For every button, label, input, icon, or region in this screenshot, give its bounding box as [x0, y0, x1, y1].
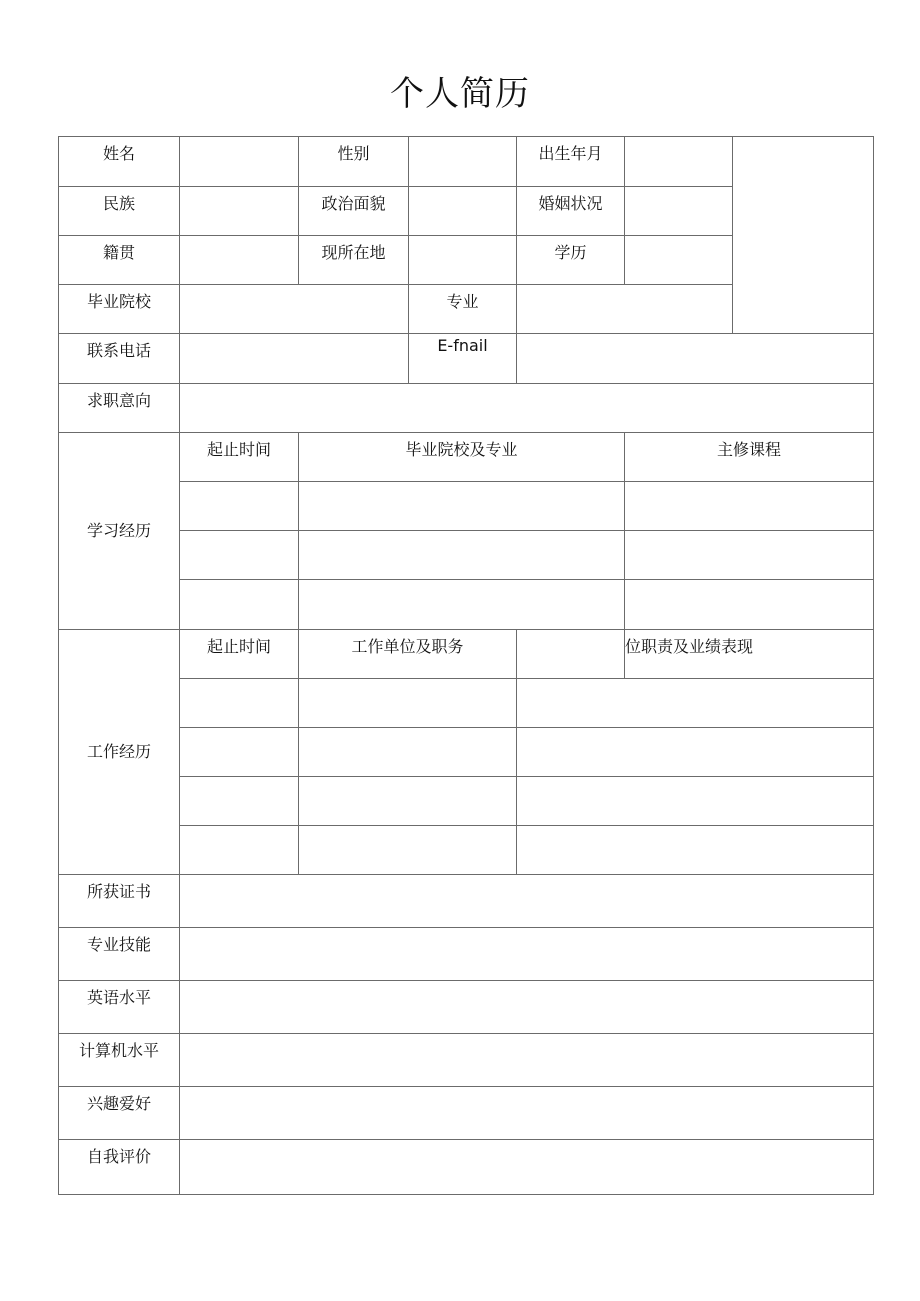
ethnicity-field[interactable] — [180, 187, 299, 236]
residence-field[interactable] — [409, 236, 517, 285]
study-school-cell[interactable] — [299, 531, 625, 580]
skills-label: 专业技能 — [59, 928, 180, 981]
birth-label: 出生年月 — [517, 137, 625, 187]
gender-label: 性别 — [299, 137, 409, 187]
table-row — [59, 826, 874, 875]
table-row — [59, 981, 874, 1034]
table-row — [59, 1087, 874, 1140]
table-row — [59, 679, 874, 728]
objective-label: 求职意向 — [59, 384, 180, 433]
study-courses-cell[interactable] — [625, 531, 874, 580]
education-label: 学历 — [517, 236, 625, 285]
certificates-label: 所获证书 — [59, 875, 180, 928]
table-row — [59, 137, 874, 187]
english-field[interactable] — [180, 981, 874, 1034]
work-col-period: 起止时间 — [180, 630, 299, 679]
table-row — [59, 482, 874, 531]
work-company-cell[interactable] — [299, 728, 517, 777]
table-row — [59, 630, 874, 679]
photo-area[interactable] — [733, 137, 874, 334]
study-courses-cell[interactable] — [625, 580, 874, 630]
self-eval-field[interactable] — [180, 1140, 874, 1195]
marital-label: 婚姻状况 — [517, 187, 625, 236]
work-duties-cell[interactable] — [517, 728, 874, 777]
skills-field[interactable] — [180, 928, 874, 981]
table-row — [59, 777, 874, 826]
school-label: 毕业院校 — [59, 285, 180, 334]
work-period-cell[interactable] — [180, 826, 299, 875]
computer-field[interactable] — [180, 1034, 874, 1087]
table-row — [59, 1140, 874, 1195]
work-duties-cell[interactable] — [517, 826, 874, 875]
study-courses-cell[interactable] — [625, 482, 874, 531]
study-school-cell[interactable] — [299, 580, 625, 630]
work-period-cell[interactable] — [180, 777, 299, 826]
certificates-field[interactable] — [180, 875, 874, 928]
ethnicity-label: 民族 — [59, 187, 180, 236]
work-col-blank — [517, 630, 625, 679]
native-field[interactable] — [180, 236, 299, 285]
school-field[interactable] — [180, 285, 409, 334]
work-period-cell[interactable] — [180, 679, 299, 728]
email-label: E-fnail — [409, 334, 517, 384]
political-label: 政治面貌 — [299, 187, 409, 236]
work-company-cell[interactable] — [299, 679, 517, 728]
native-label: 籍贯 — [59, 236, 180, 285]
political-field[interactable] — [409, 187, 517, 236]
table-row — [59, 433, 874, 482]
self-eval-label: 自我评价 — [59, 1140, 180, 1195]
english-label: 英语水平 — [59, 981, 180, 1034]
hobbies-label: 兴趣爱好 — [59, 1087, 180, 1140]
work-col-duties: 位职责及业绩表现 — [625, 630, 874, 679]
major-field[interactable] — [517, 285, 733, 334]
major-label: 专业 — [409, 285, 517, 334]
page-title: 个人简历 — [390, 74, 530, 114]
study-col-school: 毕业院校及专业 — [299, 433, 625, 482]
phone-field[interactable] — [180, 334, 409, 384]
table-row — [59, 1034, 874, 1087]
study-col-courses: 主修课程 — [625, 433, 874, 482]
study-section-label: 学习经历 — [59, 433, 180, 630]
table-row — [59, 580, 874, 630]
education-field[interactable] — [625, 236, 733, 285]
hobbies-field[interactable] — [180, 1087, 874, 1140]
table-row — [59, 384, 874, 433]
birth-field[interactable] — [625, 137, 733, 187]
study-period-cell[interactable] — [180, 482, 299, 531]
objective-field[interactable] — [180, 384, 874, 433]
study-period-cell[interactable] — [180, 580, 299, 630]
study-school-cell[interactable] — [299, 482, 625, 531]
name-label: 姓名 — [59, 137, 180, 187]
work-col-company: 工作单位及职务 — [299, 630, 517, 679]
table-row — [59, 875, 874, 928]
study-col-period: 起止时间 — [180, 433, 299, 482]
gender-field[interactable] — [409, 137, 517, 187]
table-row — [59, 531, 874, 580]
work-company-cell[interactable] — [299, 777, 517, 826]
work-duties-cell[interactable] — [517, 777, 874, 826]
phone-label: 联系电话 — [59, 334, 180, 384]
computer-label: 计算机水平 — [59, 1034, 180, 1087]
residence-label: 现所在地 — [299, 236, 409, 285]
name-field[interactable] — [180, 137, 299, 187]
email-field[interactable] — [517, 334, 874, 384]
work-section-label: 工作经历 — [59, 630, 180, 875]
table-row — [59, 928, 874, 981]
table-row — [59, 334, 874, 384]
table-row — [59, 728, 874, 777]
work-company-cell[interactable] — [299, 826, 517, 875]
study-period-cell[interactable] — [180, 531, 299, 580]
work-period-cell[interactable] — [180, 728, 299, 777]
marital-field[interactable] — [625, 187, 733, 236]
work-duties-cell[interactable] — [517, 679, 874, 728]
resume-form-table — [58, 136, 874, 1195]
